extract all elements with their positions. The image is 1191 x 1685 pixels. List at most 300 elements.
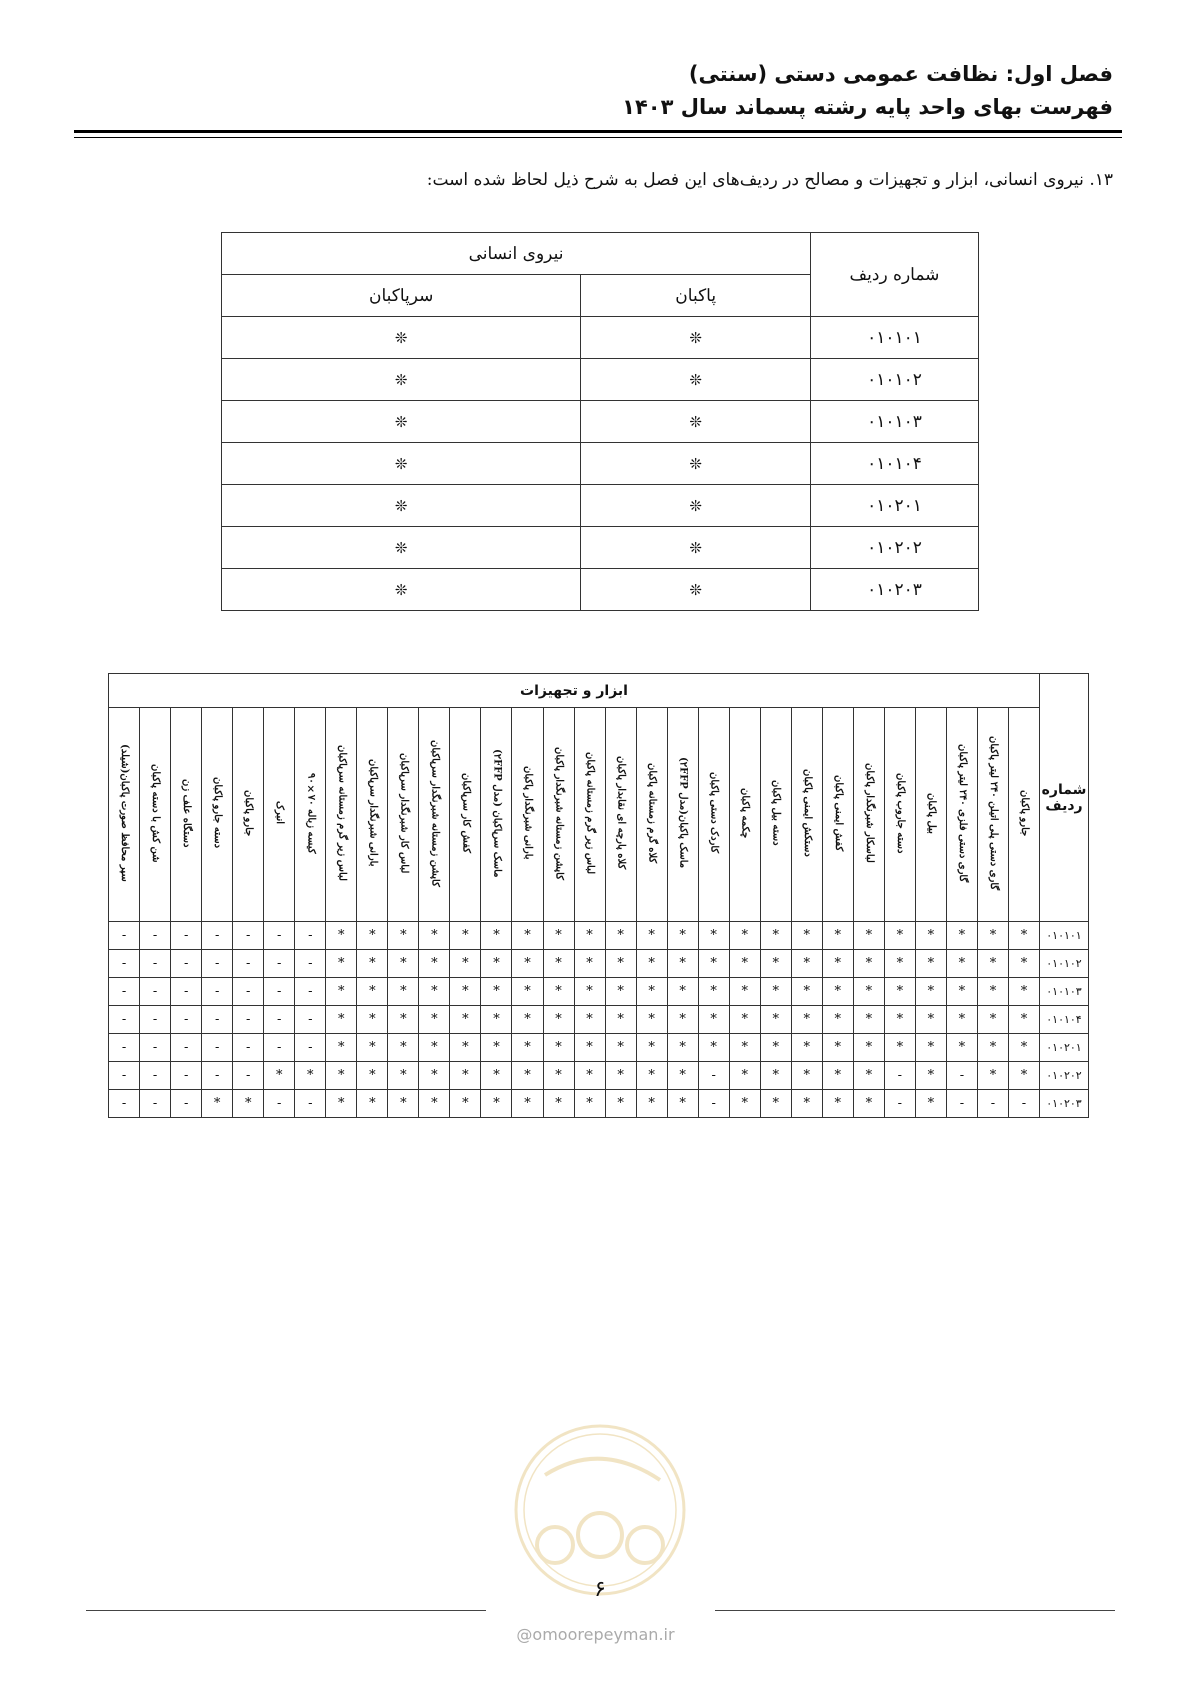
- table-cell: *: [1008, 1034, 1039, 1062]
- table-cell: *: [543, 922, 574, 950]
- table-cell: ❊: [581, 485, 811, 527]
- table-cell: *: [574, 1090, 605, 1118]
- logo-watermark: [510, 1420, 690, 1600]
- table-cell: *: [636, 1006, 667, 1034]
- table-cell: -: [698, 1062, 729, 1090]
- column-header: لباس کار شبرنگدار سرپاکبان: [388, 708, 419, 922]
- table-cell: -: [171, 922, 202, 950]
- table-cell: *: [481, 1006, 512, 1034]
- table-cell: *: [636, 1062, 667, 1090]
- table-cell: *: [326, 922, 357, 950]
- table-cell: *: [574, 950, 605, 978]
- table-cell: -: [233, 1062, 264, 1090]
- table-cell: *: [326, 1006, 357, 1034]
- column-header: سرپاکبان: [222, 275, 581, 317]
- table-cell: -: [171, 1006, 202, 1034]
- table-row: [109, 1090, 1089, 1118]
- table-cell: *: [760, 978, 791, 1006]
- column-header: سپر محافظ صورت پاکبان(شیلد): [109, 708, 140, 922]
- row-id: ۰۱۰۱۰۳: [811, 401, 979, 443]
- table-cell: *: [481, 950, 512, 978]
- table-cell: -: [264, 978, 295, 1006]
- table-cell: *: [605, 922, 636, 950]
- table-cell: *: [295, 1062, 326, 1090]
- table-cell: *: [760, 922, 791, 950]
- footer-rule-right: [715, 1610, 1115, 1611]
- table-cell: *: [388, 1034, 419, 1062]
- table-cell: *: [915, 922, 946, 950]
- table-cell: *: [853, 978, 884, 1006]
- column-header: دسته جارو پاکبان: [202, 708, 233, 922]
- document-title: فهرست بهای واحد پایه رشته پسماند سال ۱۴۰۳: [622, 95, 1113, 119]
- table-row: [222, 317, 979, 359]
- table-cell: *: [605, 1034, 636, 1062]
- column-header: جارو پاکبان: [233, 708, 264, 922]
- manpower-group-header: نیروی انسانی: [222, 233, 811, 275]
- table-cell: -: [295, 1090, 326, 1118]
- table-cell: ❊: [581, 359, 811, 401]
- table-cell: *: [915, 1034, 946, 1062]
- column-header: کاردک دستی پاکبان: [698, 708, 729, 922]
- intro-paragraph: ۱۳. نیروی انسانی، ابزار و تجهیزات و مصالح در ردیف‌های این فصل به شرح ذیل لحاظ شده است:: [426, 170, 1113, 190]
- column-header: شن کش با دسته پاکبان: [140, 708, 171, 922]
- column-header: دستکش ایمنی پاکبان: [791, 708, 822, 922]
- table-cell: *: [791, 1062, 822, 1090]
- table-cell: ❊: [222, 569, 581, 611]
- table-cell: -: [233, 922, 264, 950]
- table-cell: -: [140, 950, 171, 978]
- table-cell: *: [853, 1006, 884, 1034]
- column-header: دسته بیل پاکبان: [760, 708, 791, 922]
- table-cell: *: [512, 1034, 543, 1062]
- row-id: ۰۱۰۱۰۴: [1040, 1006, 1089, 1034]
- table-cell: -: [109, 1006, 140, 1034]
- row-id: ۰۱۰۱۰۴: [811, 443, 979, 485]
- table-cell: *: [1008, 922, 1039, 950]
- table-cell: *: [574, 1062, 605, 1090]
- table-cell: *: [512, 978, 543, 1006]
- table-cell: -: [295, 922, 326, 950]
- column-header: ماسک پاکبان(مدل ۲FFP): [667, 708, 698, 922]
- table-row: [109, 1062, 1089, 1090]
- table-cell: *: [791, 1034, 822, 1062]
- table-cell: *: [388, 950, 419, 978]
- table-cell: *: [791, 922, 822, 950]
- table-cell: ❊: [222, 359, 581, 401]
- table-cell: *: [791, 1090, 822, 1118]
- table-cell: ❊: [222, 527, 581, 569]
- table-cell: -: [202, 922, 233, 950]
- column-header: لباس زیر گرم زمستانه پاکبان: [574, 708, 605, 922]
- equipment-table: [108, 673, 1089, 1118]
- table-cell: *: [698, 1034, 729, 1062]
- table-row: [109, 1034, 1089, 1062]
- row-id: ۰۱۰۲۰۱: [1040, 1034, 1089, 1062]
- table-cell: *: [543, 1034, 574, 1062]
- table-cell: *: [667, 978, 698, 1006]
- table-row: [109, 978, 1089, 1006]
- table-cell: *: [760, 1062, 791, 1090]
- column-header: چکمه پاکبان: [729, 708, 760, 922]
- table-cell: *: [605, 1006, 636, 1034]
- table-cell: ❊: [222, 317, 581, 359]
- table-cell: *: [977, 1006, 1008, 1034]
- table-cell: *: [977, 922, 1008, 950]
- table-cell: *: [574, 922, 605, 950]
- table-row: [222, 527, 979, 569]
- table-cell: *: [915, 950, 946, 978]
- table-cell: *: [729, 1062, 760, 1090]
- column-header: بارانی شبرنگدار پاکبان: [512, 708, 543, 922]
- table-cell: *: [822, 1062, 853, 1090]
- table-cell: *: [481, 1090, 512, 1118]
- table-cell: *: [419, 1006, 450, 1034]
- header-rule-thin: [74, 137, 1122, 138]
- row-id: ۰۱۰۱۰۱: [1040, 922, 1089, 950]
- row-id: ۰۱۰۱۰۱: [811, 317, 979, 359]
- table-cell: *: [419, 1034, 450, 1062]
- table-cell: *: [326, 1090, 357, 1118]
- table-cell: *: [450, 1062, 481, 1090]
- column-header: گاری دستی فلزی ۲۴۰ لیتر پاکبان: [946, 708, 977, 922]
- table-cell: *: [884, 978, 915, 1006]
- table-cell: *: [357, 1090, 388, 1118]
- table-cell: -: [295, 950, 326, 978]
- table-cell: *: [543, 950, 574, 978]
- table-cell: *: [357, 1006, 388, 1034]
- table-cell: *: [977, 978, 1008, 1006]
- table-cell: *: [357, 1034, 388, 1062]
- table-cell: *: [1008, 1062, 1039, 1090]
- table-cell: -: [109, 922, 140, 950]
- table-cell: *: [326, 950, 357, 978]
- table-cell: *: [791, 950, 822, 978]
- table-cell: *: [326, 1034, 357, 1062]
- table-cell: ❊: [581, 401, 811, 443]
- table-cell: *: [450, 978, 481, 1006]
- manpower-table: [221, 232, 979, 611]
- table-cell: *: [946, 978, 977, 1006]
- table-cell: -: [171, 1034, 202, 1062]
- table-cell: *: [946, 950, 977, 978]
- table-cell: *: [388, 922, 419, 950]
- table-cell: ❊: [581, 317, 811, 359]
- table-cell: *: [822, 922, 853, 950]
- table-cell: *: [884, 1034, 915, 1062]
- table-cell: -: [946, 1090, 977, 1118]
- table-cell: *: [698, 1006, 729, 1034]
- table-cell: *: [822, 1090, 853, 1118]
- table-cell: *: [946, 1006, 977, 1034]
- table-row: [109, 950, 1089, 978]
- table-cell: *: [853, 922, 884, 950]
- table-cell: -: [946, 1062, 977, 1090]
- table-row: [222, 569, 979, 611]
- column-header: دستگاه علف زن: [171, 708, 202, 922]
- column-header: کفش ایمنی پاکبان: [822, 708, 853, 922]
- table-cell: *: [946, 922, 977, 950]
- column-header: انبرک: [264, 708, 295, 922]
- table-cell: *: [450, 922, 481, 950]
- footer-url: @omoorepeyman.ir: [516, 1625, 675, 1644]
- table-cell: *: [388, 1090, 419, 1118]
- table-cell: -: [233, 1034, 264, 1062]
- table-cell: *: [915, 978, 946, 1006]
- column-header: گاری دستی پلی اتیلن ۲۴۰ لیتر پاکبان: [977, 708, 1008, 922]
- column-header: دسته جاروب پاکبان: [884, 708, 915, 922]
- table-cell: -: [884, 1062, 915, 1090]
- table-cell: *: [388, 1062, 419, 1090]
- table-cell: -: [264, 950, 295, 978]
- table-cell: -: [202, 1034, 233, 1062]
- table-cell: -: [140, 1090, 171, 1118]
- table-cell: *: [791, 978, 822, 1006]
- table-cell: ❊: [581, 527, 811, 569]
- row-id: ۰۱۰۲۰۲: [1040, 1062, 1089, 1090]
- column-header: جارو پاکبان: [1008, 708, 1039, 922]
- table-cell: ❊: [581, 569, 811, 611]
- table-cell: *: [884, 950, 915, 978]
- table-cell: ❊: [222, 443, 581, 485]
- table-cell: *: [233, 1090, 264, 1118]
- row-id: ۰۱۰۲۰۳: [1040, 1090, 1089, 1118]
- table-cell: -: [171, 1062, 202, 1090]
- column-header: بارانی شبرنگدار سرپاکبان: [357, 708, 388, 922]
- table-cell: -: [264, 1006, 295, 1034]
- table-cell: *: [791, 1006, 822, 1034]
- table-cell: *: [636, 1034, 667, 1062]
- row-number-header: شماره ردیف: [1040, 674, 1089, 922]
- table-cell: -: [109, 1034, 140, 1062]
- table-cell: -: [295, 1006, 326, 1034]
- table-cell: -: [202, 1006, 233, 1034]
- table-cell: *: [822, 1006, 853, 1034]
- table-cell: -: [171, 978, 202, 1006]
- table-cell: *: [450, 1006, 481, 1034]
- column-header: لباس زیر گرم زمستانه سرپاکبان: [326, 708, 357, 922]
- table-cell: *: [822, 1034, 853, 1062]
- table-cell: *: [326, 978, 357, 1006]
- table-cell: *: [667, 922, 698, 950]
- table-cell: *: [729, 978, 760, 1006]
- table-cell: *: [512, 950, 543, 978]
- table-cell: -: [202, 950, 233, 978]
- table-cell: *: [977, 1034, 1008, 1062]
- table-cell: *: [1008, 1006, 1039, 1034]
- table-row: [222, 401, 979, 443]
- footer-rule-left: [86, 1610, 486, 1611]
- table-cell: ❊: [581, 443, 811, 485]
- table-cell: *: [760, 950, 791, 978]
- table-cell: *: [543, 1006, 574, 1034]
- table-cell: *: [729, 1034, 760, 1062]
- table-cell: *: [853, 1034, 884, 1062]
- table-cell: *: [264, 1062, 295, 1090]
- header-rule-thick: [74, 130, 1122, 133]
- table-cell: *: [822, 978, 853, 1006]
- table-cell: -: [884, 1090, 915, 1118]
- table-cell: *: [636, 950, 667, 978]
- table-cell: *: [1008, 978, 1039, 1006]
- table-cell: *: [481, 1034, 512, 1062]
- table-cell: *: [1008, 950, 1039, 978]
- column-header: کاپشن زمستانه شبرنگدار سرپاکبان: [419, 708, 450, 922]
- table-cell: *: [915, 1090, 946, 1118]
- table-cell: -: [264, 922, 295, 950]
- table-cell: *: [419, 922, 450, 950]
- table-cell: *: [450, 1034, 481, 1062]
- table-row: [222, 359, 979, 401]
- table-cell: -: [264, 1090, 295, 1118]
- row-number-header: شماره ردیف: [811, 233, 979, 317]
- table-cell: *: [760, 1034, 791, 1062]
- table-cell: ❊: [222, 485, 581, 527]
- table-cell: *: [419, 950, 450, 978]
- table-cell: *: [574, 1006, 605, 1034]
- table-cell: *: [605, 978, 636, 1006]
- table-cell: *: [512, 1006, 543, 1034]
- table-cell: *: [481, 1062, 512, 1090]
- table-cell: *: [667, 1034, 698, 1062]
- column-header: کفش کار سرپاکبان: [450, 708, 481, 922]
- table-row: [222, 443, 979, 485]
- row-id: ۰۱۰۲۰۳: [811, 569, 979, 611]
- table-cell: *: [698, 922, 729, 950]
- table-cell: *: [667, 1006, 698, 1034]
- table-cell: *: [357, 978, 388, 1006]
- page-header: [73, 58, 1113, 124]
- table-cell: *: [946, 1034, 977, 1062]
- table-cell: *: [388, 1006, 419, 1034]
- table-cell: -: [140, 1034, 171, 1062]
- table-cell: *: [636, 922, 667, 950]
- table-cell: *: [419, 1062, 450, 1090]
- table-cell: *: [884, 922, 915, 950]
- table-cell: *: [574, 978, 605, 1006]
- table-cell: *: [419, 978, 450, 1006]
- table-cell: *: [853, 1090, 884, 1118]
- equipment-title: ابزار و تجهیزات: [109, 674, 1040, 708]
- table-cell: -: [233, 1006, 264, 1034]
- table-cell: *: [977, 950, 1008, 978]
- table-cell: *: [388, 978, 419, 1006]
- table-cell: *: [853, 1062, 884, 1090]
- table-cell: *: [357, 1062, 388, 1090]
- table-cell: *: [636, 978, 667, 1006]
- table-cell: -: [109, 978, 140, 1006]
- table-row: [109, 922, 1089, 950]
- table-cell: *: [450, 1090, 481, 1118]
- table-cell: *: [512, 922, 543, 950]
- table-cell: -: [202, 978, 233, 1006]
- column-header: کلاه گرم زمستانه پاکبان: [636, 708, 667, 922]
- table-cell: -: [140, 922, 171, 950]
- table-cell: *: [729, 1006, 760, 1034]
- row-id: ۰۱۰۱۰۳: [1040, 978, 1089, 1006]
- table-cell: -: [698, 1090, 729, 1118]
- table-cell: -: [1008, 1090, 1039, 1118]
- table-cell: -: [977, 1090, 1008, 1118]
- table-cell: -: [264, 1034, 295, 1062]
- table-cell: -: [295, 1034, 326, 1062]
- table-cell: *: [512, 1090, 543, 1118]
- table-cell: *: [977, 1062, 1008, 1090]
- table-cell: *: [915, 1006, 946, 1034]
- table-cell: -: [140, 1006, 171, 1034]
- table-cell: *: [884, 1006, 915, 1034]
- table-cell: *: [760, 1006, 791, 1034]
- table-cell: *: [450, 950, 481, 978]
- table-cell: *: [543, 1062, 574, 1090]
- column-header: بیل پاکبان: [915, 708, 946, 922]
- table-cell: *: [326, 1062, 357, 1090]
- row-id: ۰۱۰۱۰۲: [811, 359, 979, 401]
- table-cell: *: [357, 950, 388, 978]
- chapter-title: فصل اول: نظافت عمومی دستی (سنتی): [688, 62, 1113, 86]
- table-cell: *: [729, 922, 760, 950]
- table-cell: -: [109, 1062, 140, 1090]
- table-cell: *: [853, 950, 884, 978]
- table-cell: *: [698, 950, 729, 978]
- table-cell: *: [915, 1062, 946, 1090]
- table-cell: -: [295, 978, 326, 1006]
- table-cell: *: [543, 1090, 574, 1118]
- table-cell: *: [605, 1062, 636, 1090]
- column-header: لباسکار شبرنگدار پاکبان: [853, 708, 884, 922]
- table-cell: -: [233, 978, 264, 1006]
- column-header: کلاه پارچه ای نقابدار پاکبان: [605, 708, 636, 922]
- table-cell: -: [140, 978, 171, 1006]
- table-row: [222, 485, 979, 527]
- table-cell: *: [667, 1090, 698, 1118]
- table-cell: *: [357, 922, 388, 950]
- table-cell: *: [605, 950, 636, 978]
- table-row: [109, 1006, 1089, 1034]
- table-cell: *: [729, 950, 760, 978]
- table-cell: -: [109, 950, 140, 978]
- table-cell: -: [140, 1062, 171, 1090]
- table-cell: *: [419, 1090, 450, 1118]
- table-cell: *: [822, 950, 853, 978]
- table-cell: *: [698, 978, 729, 1006]
- column-header: کیسه زباله ۷۰×۹۰: [295, 708, 326, 922]
- row-id: ۰۱۰۱۰۲: [1040, 950, 1089, 978]
- table-cell: *: [605, 1090, 636, 1118]
- table-cell: -: [202, 1062, 233, 1090]
- table-cell: -: [171, 1090, 202, 1118]
- row-id: ۰۱۰۲۰۱: [811, 485, 979, 527]
- table-cell: *: [760, 1090, 791, 1118]
- table-cell: *: [729, 1090, 760, 1118]
- table-cell: ❊: [222, 401, 581, 443]
- table-cell: -: [109, 1090, 140, 1118]
- table-cell: -: [171, 950, 202, 978]
- column-header: ماسک سرپاکبان (مدل ۲FFP): [481, 708, 512, 922]
- row-id: ۰۱۰۲۰۲: [811, 527, 979, 569]
- table-cell: *: [202, 1090, 233, 1118]
- column-header: کاپشن زمستانه شبرنگدار پاکبان: [543, 708, 574, 922]
- table-cell: *: [481, 922, 512, 950]
- page-number: ۶: [594, 1577, 606, 1602]
- table-cell: *: [512, 1062, 543, 1090]
- table-cell: *: [667, 950, 698, 978]
- table-cell: *: [481, 978, 512, 1006]
- table-cell: -: [233, 950, 264, 978]
- table-cell: *: [574, 1034, 605, 1062]
- column-header: پاکبان: [581, 275, 811, 317]
- table-cell: *: [636, 1090, 667, 1118]
- table-cell: *: [667, 1062, 698, 1090]
